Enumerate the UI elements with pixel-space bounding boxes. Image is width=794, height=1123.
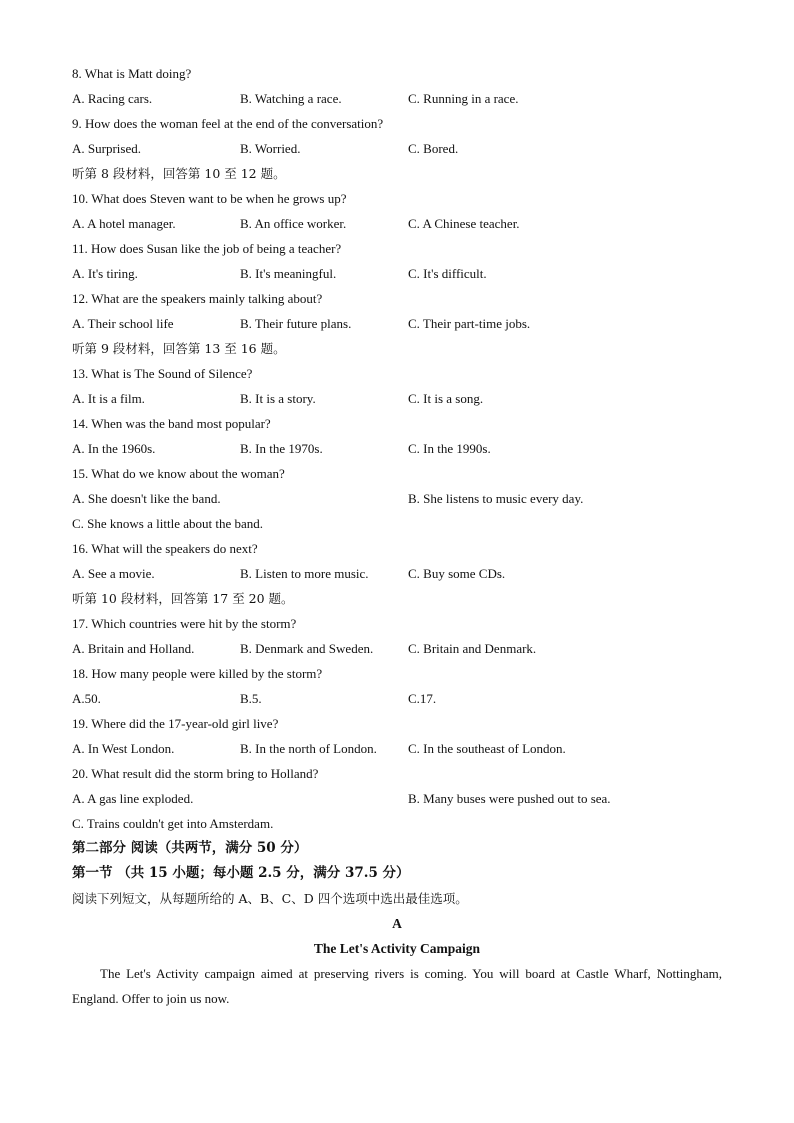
- options-10: [72, 211, 732, 236]
- option-c: C. It's difficult.: [408, 266, 487, 281]
- option-c: C. It is a song.: [408, 391, 484, 406]
- options-16: [72, 561, 732, 586]
- options-9: [72, 136, 732, 161]
- section-instruction-9: 听第 9 段材料，回答第 13 至 16 题。: [72, 341, 286, 356]
- option-b: B. It is a story.: [240, 391, 316, 406]
- passage-title: The Let's Activity Campaign: [313, 941, 481, 956]
- options-12: [72, 311, 732, 336]
- question-10: 10. What does Steven want to be when he grows up?: [72, 191, 347, 206]
- option-a: A. See a movie.: [72, 566, 155, 581]
- question-12: 12. What are the speakers mainly talking about?: [72, 291, 323, 306]
- options-20: [72, 786, 732, 811]
- option-c: C. In the southeast of London.: [408, 741, 566, 756]
- question-16: 16. What will the speakers do next?: [72, 541, 258, 556]
- part-two-heading: 第二部分 阅读（共两节，满分 50 分）: [72, 840, 308, 856]
- option-b: B. An office worker.: [240, 216, 347, 231]
- section-instruction-10: 听第 10 段材料，回答第 17 至 20 题。: [72, 591, 294, 606]
- option-a: A. In the 1960s.: [72, 441, 156, 456]
- option-a: A. It is a film.: [72, 391, 145, 406]
- options-15: [72, 486, 732, 511]
- question-11: 11. How does Susan like the job of being a teacher?: [72, 241, 342, 256]
- question-14: 14. When was the band most popular?: [72, 416, 271, 431]
- option-a: A. Surprised.: [72, 141, 141, 156]
- exam-page: [72, 61, 732, 1011]
- option-a: A. She doesn't like the band.: [72, 491, 221, 506]
- option-c: C. A Chinese teacher.: [408, 216, 520, 231]
- option-c: C. In the 1990s.: [408, 441, 491, 456]
- question-15: 15. What do we know about the woman?: [72, 466, 285, 481]
- question-13: 13. What is The Sound of Silence?: [72, 366, 253, 381]
- option-c: C. Buy some CDs.: [408, 566, 506, 581]
- option-a: A. A hotel manager.: [72, 216, 176, 231]
- option-a: A. Their school life: [72, 316, 174, 331]
- reading-instruction: 阅读下列短文，从每题所给的 A、B、C、D 四个选项中选出最佳选项。: [72, 891, 468, 906]
- option-a: A. Racing cars.: [72, 91, 153, 106]
- option-b: B. Listen to more music.: [240, 566, 369, 581]
- option-c: C. Trains couldn't get into Amsterdam.: [72, 816, 274, 831]
- option-a: A. Britain and Holland.: [72, 641, 195, 656]
- options-19: [72, 736, 732, 761]
- option-b: B.5.: [240, 691, 262, 706]
- passage-body: The Let's Activity campaign aimed at preserving rivers is coming. You will board at Castle Wharf, Nottingham, England. Offer to join us now.: [72, 966, 722, 1006]
- option-c: C. Running in a race.: [408, 91, 519, 106]
- options-11: [72, 261, 732, 286]
- question-18: 18. How many people were killed by the storm?: [72, 666, 323, 681]
- section-one-heading: 第一节 （共 15 小题；每小题 2.5 分，满分 37.5 分）: [72, 865, 410, 881]
- option-c: C.17.: [408, 691, 437, 706]
- options-18: [72, 686, 732, 711]
- section-instruction-8: 听第 8 段材料，回答第 10 至 12 题。: [72, 166, 286, 181]
- option-a: A. It's tiring.: [72, 266, 138, 281]
- option-b: B. Many buses were pushed out to sea.: [408, 791, 611, 806]
- option-a: A.50.: [72, 691, 101, 706]
- option-c: C. Their part-time jobs.: [408, 316, 531, 331]
- option-c: C. She knows a little about the band.: [72, 516, 264, 531]
- option-a: A. A gas line exploded.: [72, 791, 194, 806]
- option-b: B. Their future plans.: [240, 316, 352, 331]
- option-b: B. It's meaningful.: [240, 266, 337, 281]
- passage-letter: A: [392, 916, 402, 931]
- options-14: [72, 436, 732, 461]
- option-a: A. In West London.: [72, 741, 175, 756]
- question-8: 8. What is Matt doing?: [72, 66, 192, 81]
- options-8: [72, 86, 732, 111]
- question-17: 17. Which countries were hit by the storm?: [72, 616, 297, 631]
- options-17: [72, 636, 732, 661]
- option-b: B. In the 1970s.: [240, 441, 323, 456]
- option-b: B. Denmark and Sweden.: [240, 641, 374, 656]
- option-c: C. Britain and Denmark.: [408, 641, 537, 656]
- option-b: B. Watching a race.: [240, 91, 342, 106]
- question-9: 9. How does the woman feel at the end of the conversation?: [72, 116, 384, 131]
- option-b: B. She listens to music every day.: [408, 491, 584, 506]
- question-20: 20. What result did the storm bring to Holland?: [72, 766, 319, 781]
- options-15-extra: [72, 511, 732, 536]
- option-b: B. Worried.: [240, 141, 301, 156]
- question-19: 19. Where did the 17-year-old girl live?: [72, 716, 279, 731]
- options-13: [72, 386, 732, 411]
- option-c: C. Bored.: [408, 141, 459, 156]
- option-b: B. In the north of London.: [240, 741, 377, 756]
- options-20-extra: [72, 811, 732, 836]
